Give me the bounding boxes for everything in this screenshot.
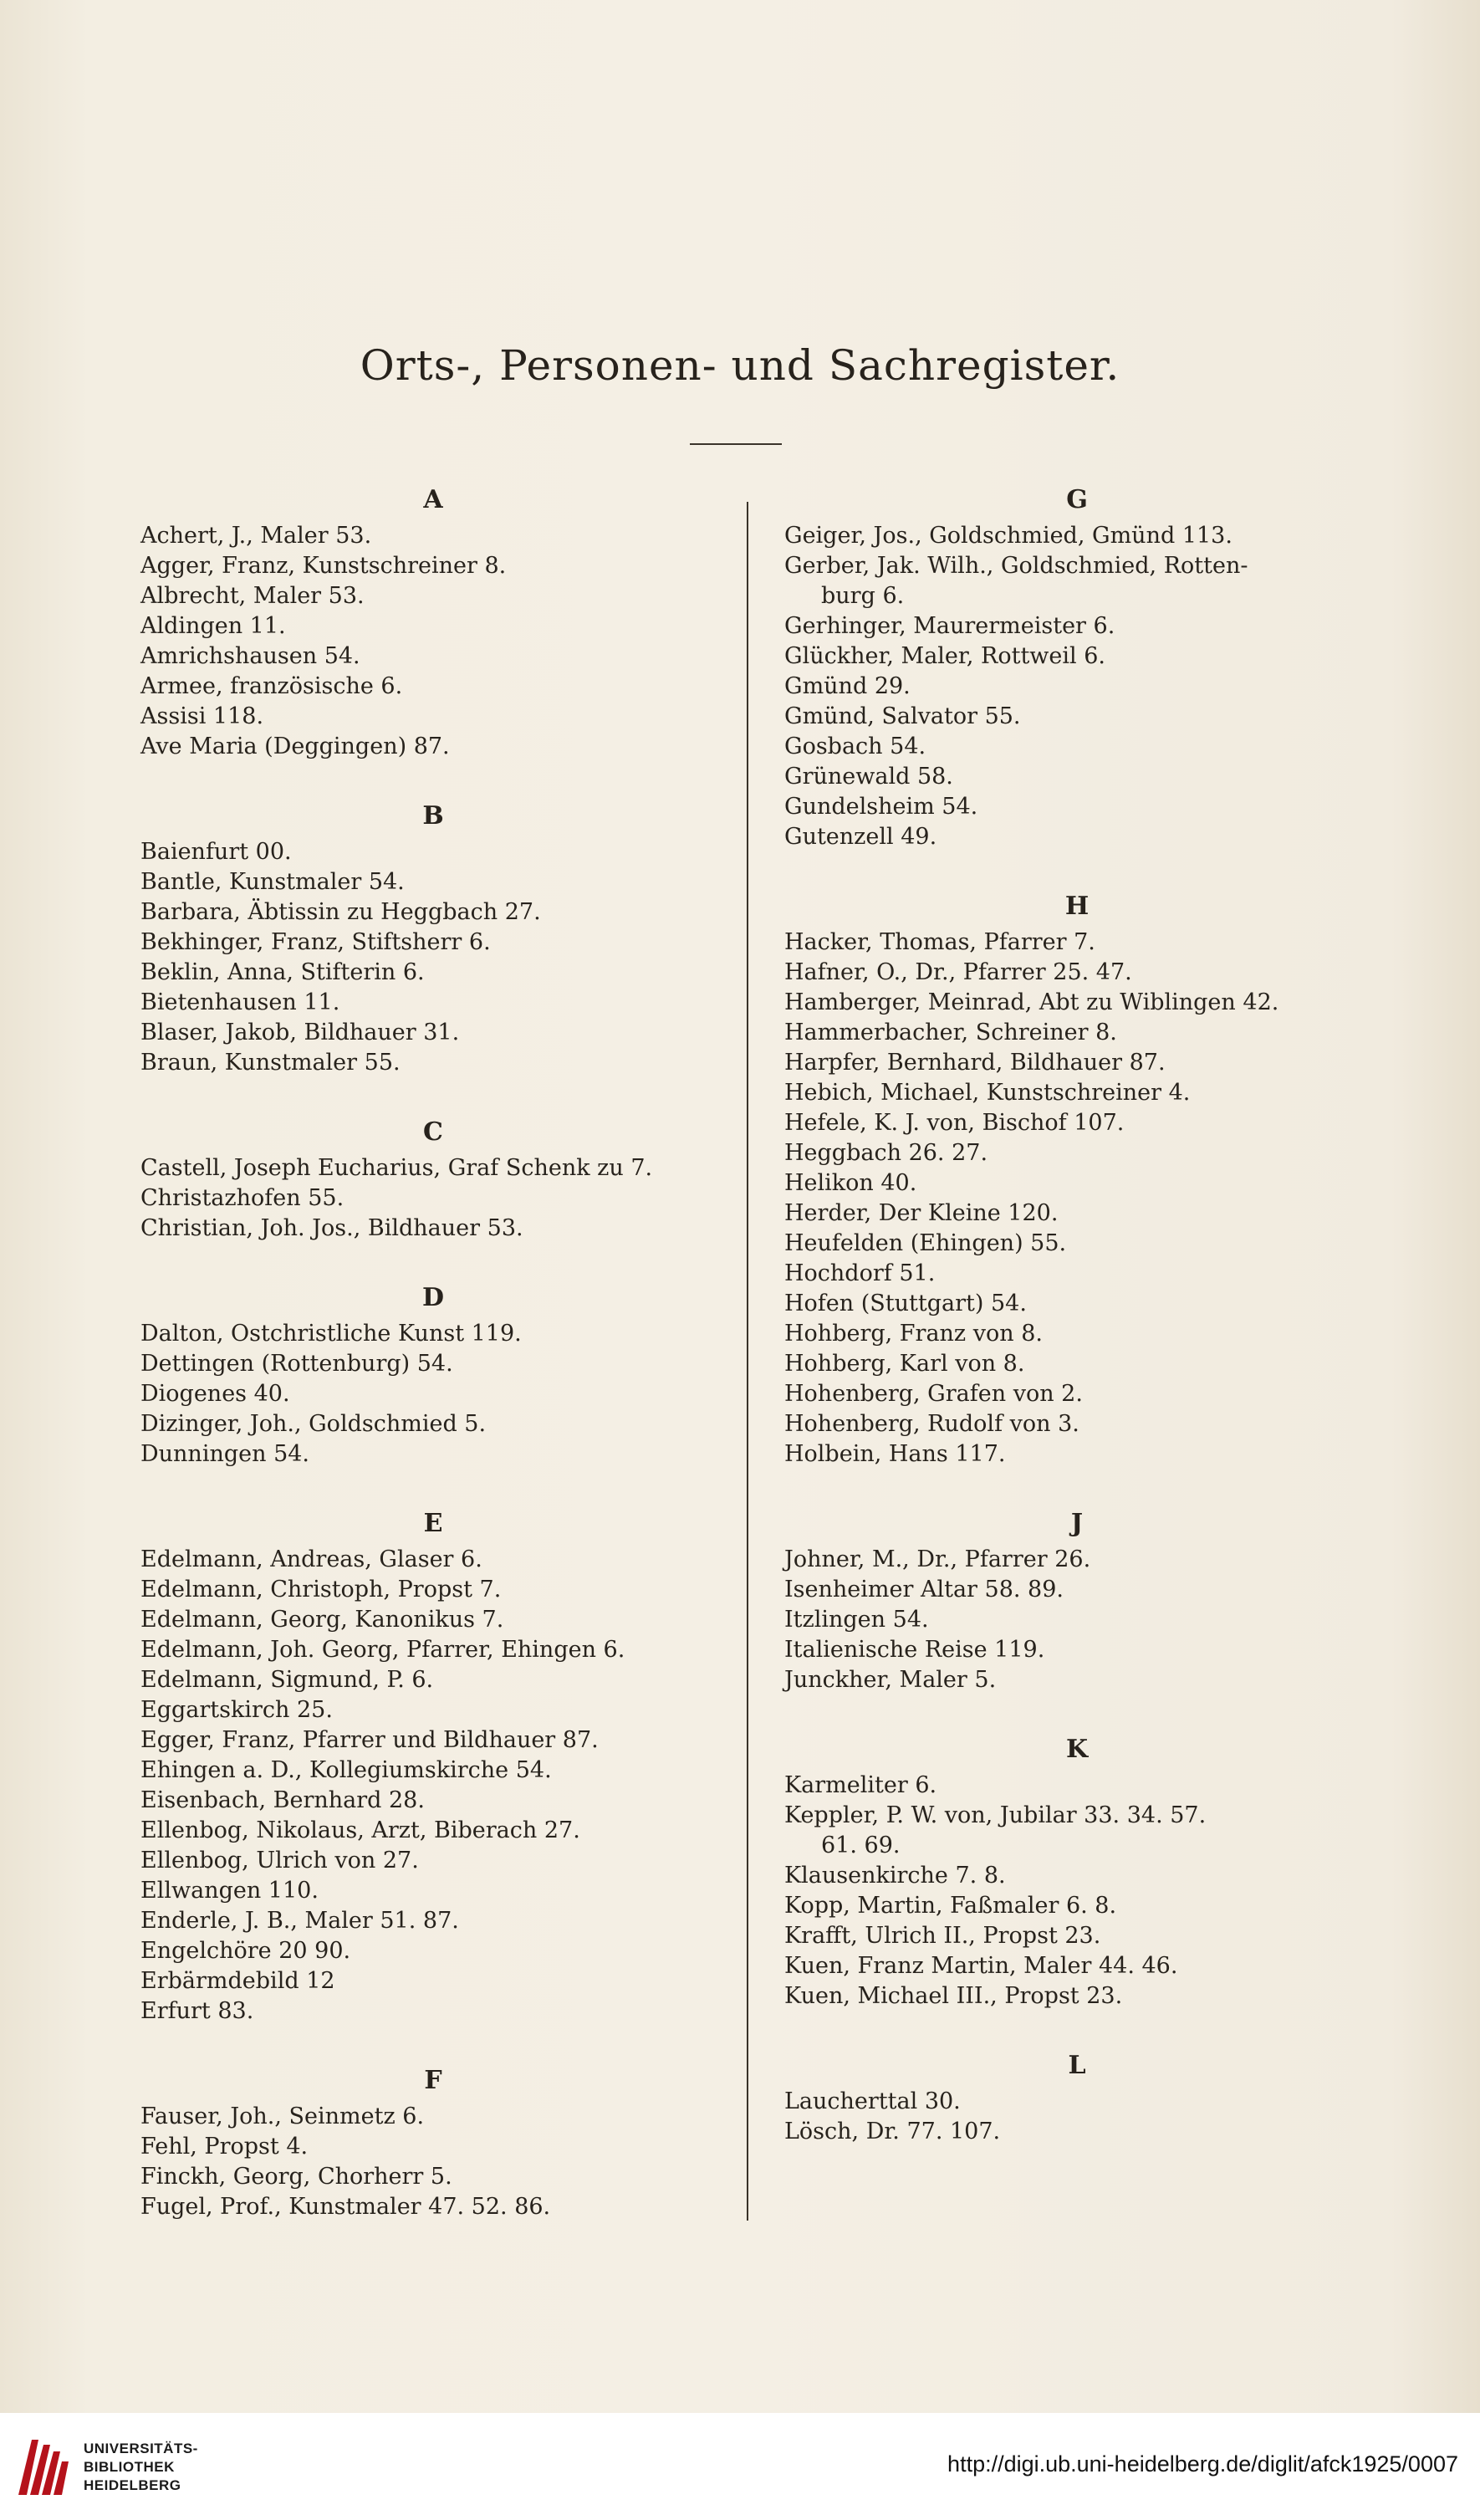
index-entry: [784, 1801, 1370, 1861]
index-entry: [140, 897, 726, 928]
index-entry-text: Krafft, Ulrich II., Propst 23.: [784, 1923, 1101, 1949]
index-entry: [140, 611, 726, 642]
index-entry-text: Edelmann, Christoph, Propst 7.: [140, 1577, 502, 1602]
index-entry: [140, 642, 726, 672]
index-entry: [140, 1153, 726, 1183]
section-letter: D: [421, 1283, 444, 1312]
left-column: [140, 479, 726, 2222]
index-entry-text: Ellenbog, Ulrich von 27.: [140, 1848, 419, 1873]
index-entry-text: Hefele, K. J. von, Bischof 107.: [784, 1110, 1125, 1136]
index-entry-text: Herder, Der Kleine 120.: [784, 1200, 1059, 1226]
index-entry-text: Hamberger, Meinrad, Abt zu Wiblingen 42.: [784, 989, 1279, 1015]
index-entry: [784, 928, 1370, 958]
section-letter: F: [424, 2066, 442, 2095]
index-entry: [140, 837, 726, 867]
index-entry: [140, 2192, 726, 2222]
index-entry: [784, 2117, 1370, 2147]
index-entry: [784, 1439, 1370, 1470]
index-entry-text: Erbärmdebild 12: [140, 1968, 335, 1994]
index-entry: [140, 1545, 726, 1575]
index-entry: [784, 822, 1370, 852]
index-entry: [140, 1605, 726, 1635]
page-title: Orts-, Personen- und Sachregister.: [360, 341, 1120, 390]
index-entry: [784, 1891, 1370, 1921]
index-entry: [784, 988, 1370, 1018]
index-entry-text: Dizinger, Joh., Goldschmied 5.: [140, 1411, 487, 1437]
index-entry-text: Bietenhausen 11.: [140, 989, 340, 1015]
section-letter: C: [423, 1117, 443, 1147]
index-entry: [784, 1605, 1370, 1635]
index-entry: [140, 551, 726, 581]
index-entry: [784, 1771, 1370, 1801]
index-entry-text: Keppler, P. W. von, Jubilar 33. 34. 57.: [784, 1802, 1207, 1828]
index-entry-continuation: burg 6.: [821, 583, 905, 609]
column-divider: [747, 502, 748, 2221]
index-entry-text: Enderle, J. B., Maler 51. 87.: [140, 1908, 459, 1934]
index-entry-text: Ave Maria (Deggingen) 87.: [140, 734, 450, 759]
index-entry-text: Fauser, Joh., Seinmetz 6.: [140, 2103, 425, 2129]
index-entry-text: Hohberg, Franz von 8.: [784, 1321, 1043, 1347]
right-column: [784, 479, 1370, 2147]
index-entry-text: Assisi 118.: [140, 703, 264, 729]
index-entry-text: Gundelsheim 54.: [784, 794, 978, 820]
index-entry: [140, 988, 726, 1018]
source-url[interactable]: http://digi.ub.uni-heidelberg.de/diglit/afck1925/0007: [947, 2451, 1458, 2477]
index-entry-text: Egger, Franz, Pfarrer und Bildhauer 87.: [140, 1727, 599, 1753]
index-entry: [140, 1018, 726, 1048]
library-name-line3: HEIDELBERG: [84, 2477, 181, 2493]
index-entry: [784, 762, 1370, 792]
index-entry-text: Engelchöre 20 90.: [140, 1938, 351, 1964]
index-entry-text: Grünewald 58.: [784, 764, 953, 790]
index-entry: [784, 1349, 1370, 1379]
index-entry-text: Kuen, Michael III., Propst 23.: [784, 1983, 1123, 2009]
index-entry: [140, 1319, 726, 1349]
index-entry: [140, 1786, 726, 1816]
index-entry-text: Albrecht, Maler 53.: [140, 583, 365, 609]
index-entry-text: Fehl, Propst 4.: [140, 2134, 309, 2160]
index-entry: [784, 1078, 1370, 1108]
index-entry: [140, 2132, 726, 2162]
index-entry: [140, 2102, 726, 2132]
index-entry: [140, 1349, 726, 1379]
index-entry: [140, 1665, 726, 1695]
index-entry-text: Amrichshausen 54.: [140, 643, 360, 669]
library-name-line1: UNIVERSITÄTS-: [84, 2441, 198, 2456]
index-entry-text: Christian, Joh. Jos., Bildhauer 53.: [140, 1215, 523, 1241]
index-entry: [140, 672, 726, 702]
index-entry-text: Ellwangen 110.: [140, 1878, 319, 1904]
index-entry: [140, 1575, 726, 1605]
index-entry-text: Beklin, Anna, Stifterin 6.: [140, 959, 425, 985]
index-entry-text: Klausenkirche 7. 8.: [784, 1863, 1006, 1889]
index-entry: [784, 1018, 1370, 1048]
index-entry-text: Gerhinger, Maurermeister 6.: [784, 613, 1115, 639]
section-letter: J: [1070, 1509, 1084, 1538]
index-entry: [784, 1379, 1370, 1409]
index-entry: [784, 521, 1370, 551]
index-entry: [140, 2162, 726, 2192]
section-letter: B: [422, 801, 444, 831]
index-entry-text: Dunningen 54.: [140, 1441, 310, 1467]
index-entry: [140, 1214, 726, 1244]
index-entry-text: Dalton, Ostchristliche Kunst 119.: [140, 1321, 522, 1347]
index-entry: [140, 732, 726, 762]
index-entry-text: Junckher, Maler 5.: [784, 1667, 997, 1693]
index-entry-text: Gutenzell 49.: [784, 824, 937, 850]
index-entry-text: Aldingen 11.: [140, 613, 286, 639]
index-entry-text: Armee, französische 6.: [140, 673, 403, 699]
index-entry: [140, 1846, 726, 1876]
index-entry-text: Ellenbog, Nikolaus, Arzt, Biberach 27.: [140, 1817, 580, 1843]
index-entry: [140, 1439, 726, 1470]
index-entry: [140, 1756, 726, 1786]
index-entry-text: Agger, Franz, Kunstschreiner 8.: [140, 553, 507, 579]
index-entry: [784, 1108, 1370, 1138]
index-entry-text: Dettingen (Rottenburg) 54.: [140, 1351, 453, 1377]
index-entry-text: Baienfurt 00.: [140, 839, 292, 865]
index-entry-text: Erfurt 83.: [140, 1998, 254, 2024]
index-entry: [784, 1665, 1370, 1695]
index-entry: [784, 551, 1370, 611]
index-entry-text: Hohenberg, Grafen von 2.: [784, 1381, 1083, 1407]
index-entry-text: Kuen, Franz Martin, Maler 44. 46.: [784, 1953, 1178, 1979]
index-entry: [784, 1168, 1370, 1199]
index-entry-text: Laucherttal 30.: [784, 2088, 961, 2114]
index-entry-text: Castell, Joseph Eucharius, Graf Schenk zu 7.: [140, 1155, 653, 1181]
index-entry-text: Harpfer, Bernhard, Bildhauer 87.: [784, 1050, 1166, 1076]
index-entry-text: Italienische Reise 119.: [784, 1637, 1045, 1663]
index-entry-text: Edelmann, Andreas, Glaser 6.: [140, 1546, 482, 1572]
index-entry-text: Blaser, Jakob, Bildhauer 31.: [140, 1020, 460, 1045]
index-entry: [784, 1981, 1370, 2011]
index-entry-text: Hacker, Thomas, Pfarrer 7.: [784, 929, 1095, 955]
section-letter: A: [423, 485, 443, 514]
index-entry-text: Fugel, Prof., Kunstmaler 47. 52. 86.: [140, 2194, 551, 2220]
index-entry-text: Eggartskirch 25.: [140, 1697, 333, 1723]
index-entry-continuation: 61. 69.: [821, 1832, 901, 1858]
index-entry: [140, 1409, 726, 1439]
index-entry-text: Bekhinger, Franz, Stiftsherr 6.: [140, 929, 491, 955]
index-entry-text: Kopp, Martin, Faßmaler 6. 8.: [784, 1893, 1117, 1919]
index-entry: [140, 1906, 726, 1936]
index-entry-text: Edelmann, Joh. Georg, Pfarrer, Ehingen 6.: [140, 1637, 625, 1663]
index-entry: [140, 1183, 726, 1214]
index-entry-text: Hohberg, Karl von 8.: [784, 1351, 1025, 1377]
index-entry-text: Itzlingen 54.: [784, 1607, 929, 1633]
index-entry: [784, 611, 1370, 642]
index-entry: [140, 1936, 726, 1966]
index-entry-text: Edelmann, Georg, Kanonikus 7.: [140, 1607, 504, 1633]
index-entry: [784, 1229, 1370, 1259]
index-entry-text: Geiger, Jos., Goldschmied, Gmünd 113.: [784, 523, 1232, 549]
index-entry: [784, 642, 1370, 672]
index-entry: [784, 1138, 1370, 1168]
index-entry: [784, 732, 1370, 762]
index-entry: [784, 1319, 1370, 1349]
library-name-line2: BIBLIOTHEK: [84, 2459, 175, 2475]
index-entry: [140, 1876, 726, 1906]
index-entry-text: Lösch, Dr. 77. 107.: [784, 2119, 1001, 2144]
index-entry: [140, 1048, 726, 1078]
index-entry-text: Christazhofen 55.: [140, 1185, 344, 1211]
index-entry: [140, 1996, 726, 2027]
index-entry-text: Gmünd 29.: [784, 673, 911, 699]
index-entry-text: Diogenes 40.: [140, 1381, 290, 1407]
section-letter: H: [1064, 892, 1090, 921]
index-entry-text: Heggbach 26. 27.: [784, 1140, 988, 1166]
footer-bar: [0, 2413, 1480, 2520]
index-entry: [140, 702, 726, 732]
index-entry-text: Hafner, O., Dr., Pfarrer 25. 47.: [784, 959, 1132, 985]
index-entry: [140, 958, 726, 988]
index-entry: [784, 1048, 1370, 1078]
index-entry-text: Hammerbacher, Schreiner 8.: [784, 1020, 1117, 1045]
index-entry: [140, 1816, 726, 1846]
index-entry-text: Braun, Kunstmaler 55.: [140, 1050, 401, 1076]
title-rule: [690, 443, 782, 445]
library-logo-icon: [15, 2436, 70, 2497]
section-letter: K: [1065, 1735, 1089, 1764]
index-entry: [784, 1259, 1370, 1289]
section-letter: G: [1066, 485, 1088, 514]
index-entry: [784, 2087, 1370, 2117]
index-entry: [784, 1545, 1370, 1575]
index-entry-text: Gerber, Jak. Wilh., Goldschmied, Rotten-: [784, 553, 1248, 579]
index-entry-text: Edelmann, Sigmund, P. 6.: [140, 1667, 434, 1693]
index-entry: [140, 867, 726, 897]
index-entry: [140, 581, 726, 611]
index-entry-text: Eisenbach, Bernhard 28.: [140, 1787, 425, 1813]
index-entry-text: Karmeliter 6.: [784, 1772, 937, 1798]
index-entry: [140, 1379, 726, 1409]
index-entry: [784, 1289, 1370, 1319]
index-entry: [784, 672, 1370, 702]
index-entry: [784, 1199, 1370, 1229]
index-entry: [784, 792, 1370, 822]
index-entry-text: Finckh, Georg, Chorherr 5.: [140, 2164, 452, 2190]
section-letter: L: [1068, 2051, 1086, 2080]
index-entry-text: Barbara, Äbtissin zu Heggbach 27.: [140, 899, 541, 925]
index-entry-text: Bantle, Kunstmaler 54.: [140, 869, 405, 895]
index-entry-text: Ehingen a. D., Kollegiumskirche 54.: [140, 1757, 552, 1783]
index-entry-text: Holbein, Hans 117.: [784, 1441, 1006, 1467]
index-entry-text: Gosbach 54.: [784, 734, 926, 759]
index-entry: [140, 1725, 726, 1756]
index-entry-text: Heufelden (Ehingen) 55.: [784, 1230, 1067, 1256]
section-letter: E: [423, 1509, 443, 1538]
index-entry-text: Isenheimer Altar 58. 89.: [784, 1577, 1064, 1602]
index-entry: [140, 1635, 726, 1665]
index-entry-text: Johner, M., Dr., Pfarrer 26.: [784, 1546, 1091, 1572]
index-entry: [784, 1951, 1370, 1981]
index-entry: [140, 1695, 726, 1725]
library-name: [84, 2440, 198, 2495]
index-entry: [140, 1966, 726, 1996]
index-entry: [784, 1409, 1370, 1439]
index-entry-text: Gmünd, Salvator 55.: [784, 703, 1021, 729]
index-entry: [784, 958, 1370, 988]
index-entry: [784, 1861, 1370, 1891]
index-entry-text: Hofen (Stuttgart) 54.: [784, 1291, 1027, 1316]
index-entry-text: Hohenberg, Rudolf von 3.: [784, 1411, 1079, 1437]
index-entry: [784, 1635, 1370, 1665]
index-entry-text: Hochdorf 51.: [784, 1260, 936, 1286]
index-entry: [140, 521, 726, 551]
index-entry: [784, 1921, 1370, 1951]
index-entry-text: Hebich, Michael, Kunstschreiner 4.: [784, 1080, 1191, 1106]
index-entry: [140, 928, 726, 958]
index-entry-text: Glückher, Maler, Rottweil 6.: [784, 643, 1105, 669]
index-entry-text: Helikon 40.: [784, 1170, 917, 1196]
index-entry-text: Achert, J., Maler 53.: [140, 523, 372, 549]
index-entry: [784, 702, 1370, 732]
index-entry: [784, 1575, 1370, 1605]
